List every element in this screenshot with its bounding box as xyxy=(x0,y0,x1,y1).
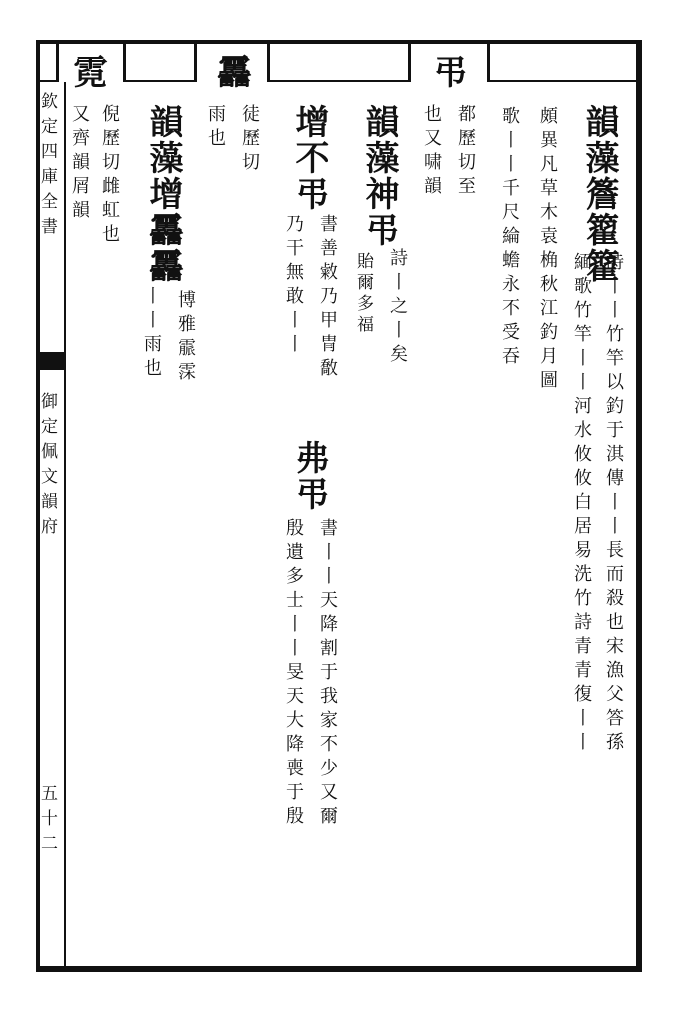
headword-di-rain: 靐 xyxy=(211,54,251,90)
margin-page-number: 五十二 xyxy=(37,784,57,859)
column-heading-c12: 增不弔 xyxy=(289,104,329,212)
headword-ni: 霓 xyxy=(67,54,107,90)
column-c5: 歌丨丨千尺綸蟾永不受吞 xyxy=(499,106,520,370)
column-c10: 詩丨之丨矣 xyxy=(387,248,408,368)
column-c17: 殷遺多士丨丨旻天大降喪于殷 xyxy=(283,518,304,830)
column-c14: 乃干無敢丨丨 xyxy=(283,214,304,358)
column-c2: 詩丨丨竹竿以釣于淇傳丨丨長而殺也宋漁父答孫 xyxy=(603,252,624,756)
fishtail-mark xyxy=(36,352,64,370)
column-c3: 緬歌竹竿丨丨河水攸攸白居易洗竹詩青青復丨丨 xyxy=(571,252,592,756)
column-c11: 貽爾多福 xyxy=(353,252,373,336)
column-c8: 也又啸韻 xyxy=(421,104,442,200)
column-heading-c21: 韻藻增靐靐 xyxy=(143,104,183,284)
column-heading-c9: 韻藻神弔 xyxy=(359,104,399,248)
column-c23: 丨丨雨也 xyxy=(141,286,162,382)
column-heading-c1: 韻藻簷籊籊 xyxy=(579,104,619,284)
margin-book-title: 欽定四庫全書 xyxy=(37,92,57,242)
column-c22: 博雅霢霂 xyxy=(175,290,196,386)
frame-inner-top-rule xyxy=(36,80,642,82)
column-c26: 又齊韻屑韻 xyxy=(69,104,90,224)
column-c7: 都歷切至 xyxy=(455,104,476,200)
column-c13: 書善敹乃甲冑敿 xyxy=(317,214,338,382)
column-heading-c15: 弗弔 xyxy=(289,440,329,512)
frame-top-rule xyxy=(36,40,642,44)
column-c19: 徒歷切 xyxy=(239,104,260,176)
headword-diao: 弔 xyxy=(427,54,467,90)
frame-bottom-rule xyxy=(36,966,642,972)
column-c16: 書丨丨天降割于我家不少又爾 xyxy=(317,518,338,830)
column-c20: 雨也 xyxy=(205,104,226,152)
column-c25: 倪歷切雌虹也 xyxy=(99,104,120,248)
column-c4: 頗異凡草木袁桷秋江釣月圖 xyxy=(537,106,558,394)
margin-volume-title: 御定佩文韻府 xyxy=(37,392,57,542)
margin-divider-rule xyxy=(64,82,66,966)
frame-right-rule xyxy=(636,40,642,972)
